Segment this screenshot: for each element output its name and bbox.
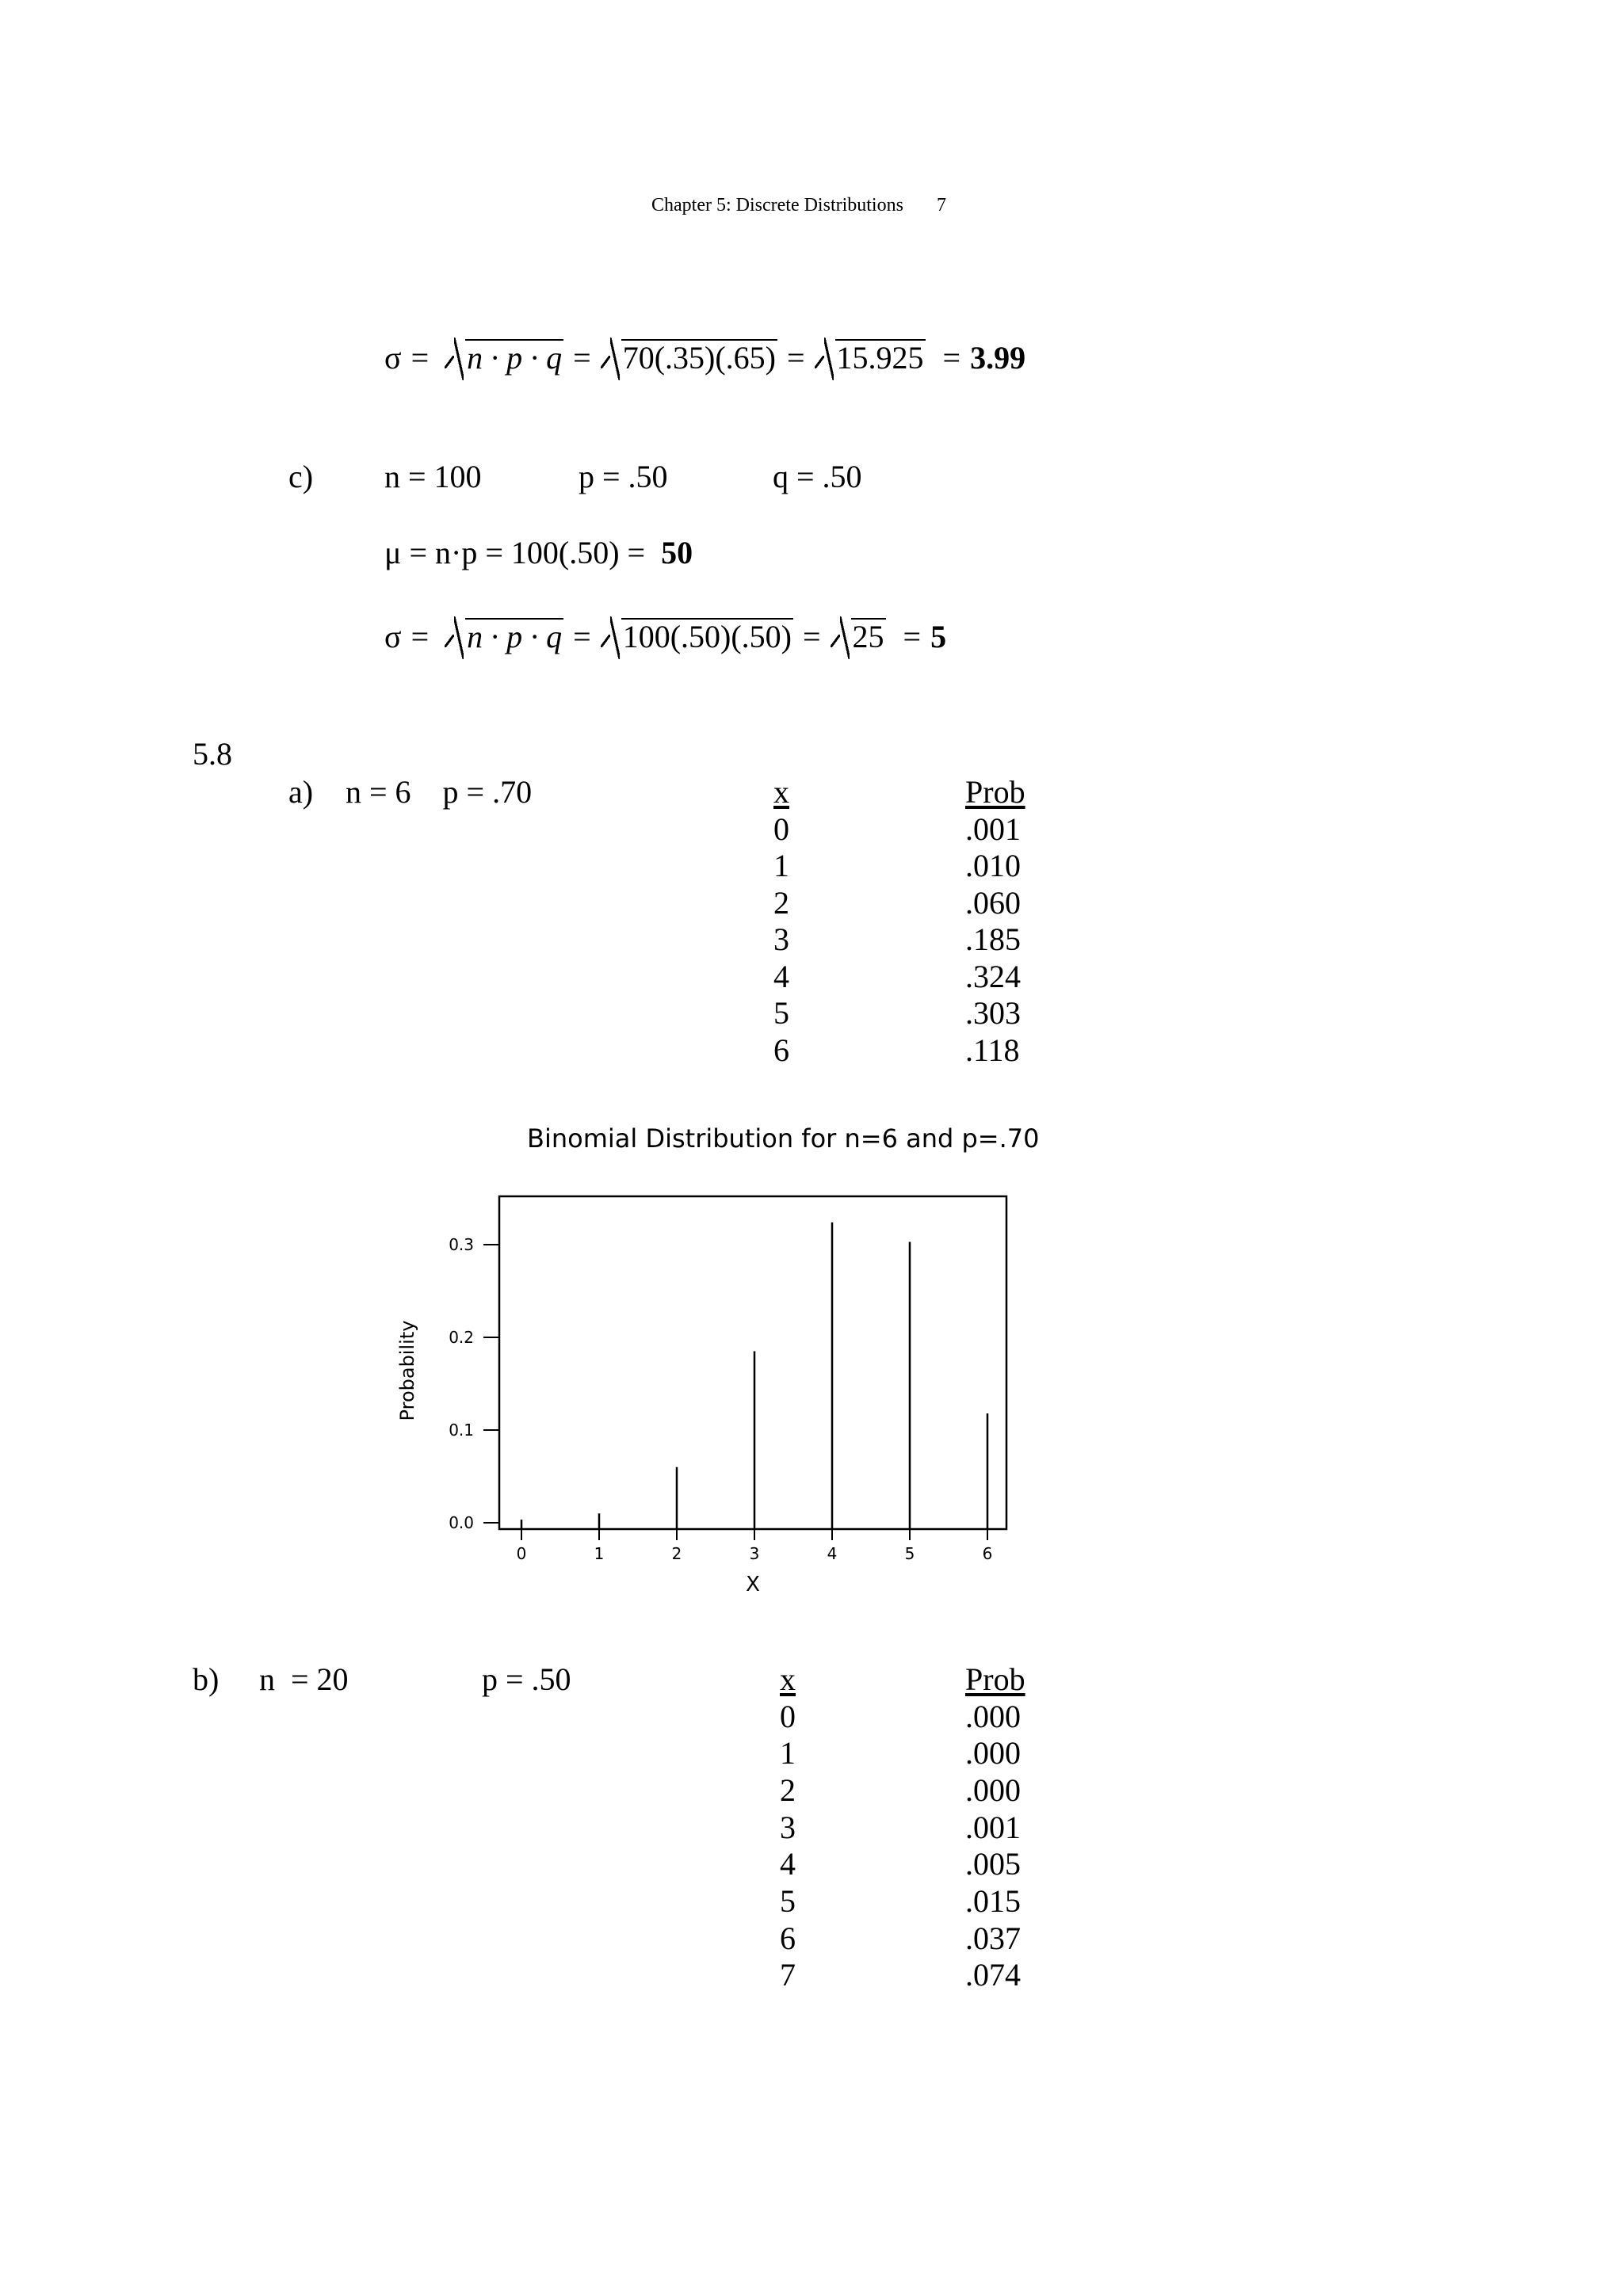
- x-tick-label: 6: [982, 1544, 993, 1563]
- table-header-prob: Prob: [965, 774, 1025, 810]
- equals-sign: =: [903, 619, 922, 654]
- part-c-label: c): [288, 459, 314, 494]
- equals-sign: =: [802, 619, 821, 654]
- sigma-result: 5: [930, 619, 947, 654]
- x-tick-label: 2: [671, 1544, 682, 1563]
- table-cell-prob: .000: [965, 1772, 1021, 1808]
- y-axis-label: Probability: [396, 1320, 418, 1421]
- table-cell-prob: .005: [965, 1846, 1021, 1882]
- y-tick-label: 0.2: [449, 1328, 474, 1347]
- sigma-symbol: σ: [384, 340, 402, 376]
- x-tick-label: 1: [594, 1544, 605, 1563]
- table-cell-prob: .303: [965, 995, 1021, 1031]
- sigma-equation-b: [384, 339, 1025, 374]
- part-b-n: n = 20: [259, 1661, 349, 1697]
- binomial-chart: [388, 1180, 1022, 1608]
- table-header-x: x: [780, 1661, 796, 1697]
- table-cell-x: 2: [780, 1772, 796, 1808]
- part-c-p: p = .50: [579, 459, 668, 494]
- table-cell-prob: .185: [965, 921, 1021, 957]
- problem-number: 5.8: [193, 736, 232, 772]
- table-cell-x: 6: [780, 1920, 796, 1956]
- equals-sign: =: [786, 340, 805, 376]
- radical-values: 70(.35)(.65): [601, 339, 777, 374]
- equals-sign: =: [942, 340, 961, 376]
- table-cell-x: 5: [773, 995, 789, 1031]
- table-cell-x: 3: [773, 921, 789, 957]
- equals-sign: =: [573, 340, 591, 376]
- page-number: 7: [936, 195, 946, 215]
- y-tick-label: 0.0: [449, 1513, 474, 1532]
- running-header: [651, 195, 946, 216]
- table-cell-x: 4: [780, 1846, 796, 1882]
- plot-layer: [449, 1196, 1006, 1563]
- table-cell-x: 5: [780, 1883, 796, 1919]
- y-tick-label: 0.3: [449, 1235, 474, 1254]
- sigma-equation-c: [384, 618, 946, 653]
- mu-equation: [384, 537, 693, 569]
- x-tick-label: 0: [516, 1544, 527, 1563]
- sigma-symbol: σ: [384, 619, 402, 654]
- table-cell-x: 4: [773, 959, 789, 994]
- table-cell-prob: .001: [965, 811, 1021, 847]
- table-cell-prob: .074: [965, 1957, 1021, 1993]
- part-c-n: n = 100: [384, 459, 482, 494]
- table-header-x: x: [773, 774, 789, 810]
- x-axis-label: X: [746, 1573, 760, 1596]
- table-cell-prob: .015: [965, 1883, 1021, 1919]
- x-tick-label: 5: [904, 1544, 915, 1563]
- table-cell-prob: .000: [965, 1735, 1021, 1771]
- header-title: Chapter 5: Discrete Distributions: [651, 195, 903, 215]
- table-cell-prob: .324: [965, 959, 1021, 994]
- part-a-params: n = 6 p = .70: [346, 774, 533, 810]
- table-cell-x: 6: [773, 1032, 789, 1068]
- mu-result: 50: [661, 535, 693, 570]
- x-tick-label: 4: [827, 1544, 838, 1563]
- part-b-p: p = .50: [482, 1661, 571, 1697]
- radical-variance: 25: [831, 618, 886, 653]
- table-cell-x: 2: [773, 885, 789, 921]
- table-cell-x: 1: [773, 848, 789, 883]
- table-cell-x: 7: [780, 1957, 796, 1993]
- table-cell-prob: .010: [965, 848, 1021, 883]
- radical-npq: n · p · q: [445, 618, 563, 653]
- equals-sign: =: [411, 340, 430, 376]
- table-cell-x: 0: [773, 811, 789, 847]
- x-tick-label: 3: [749, 1544, 760, 1563]
- table-cell-prob: .001: [965, 1810, 1021, 1845]
- table-cell-x: 0: [780, 1699, 796, 1734]
- equals-sign: =: [573, 619, 591, 654]
- table-header-prob: Prob: [965, 1661, 1025, 1697]
- y-tick-label: 0.1: [449, 1421, 474, 1440]
- chart-title: Binomial Distribution for n=6 and p=.70: [527, 1123, 1040, 1154]
- table-cell-x: 3: [780, 1810, 796, 1845]
- table-cell-prob: .000: [965, 1699, 1021, 1734]
- table-cell-prob: .060: [965, 885, 1021, 921]
- equals-sign: =: [411, 619, 430, 654]
- part-a-label: a): [288, 774, 314, 810]
- part-c-q: q = .50: [773, 459, 862, 494]
- radical-values: 100(.50)(.50): [601, 618, 793, 653]
- radical-variance: 15.925: [815, 339, 926, 374]
- sigma-result: 3.99: [970, 340, 1026, 376]
- table-cell-x: 1: [780, 1735, 796, 1771]
- plot-frame: [499, 1196, 1006, 1529]
- part-b-label: b): [193, 1661, 220, 1697]
- table-cell-prob: .118: [965, 1032, 1020, 1068]
- radical-npq: n · p · q: [445, 339, 563, 374]
- table-cell-prob: .037: [965, 1920, 1021, 1956]
- mu-expression: μ = n·p = 100(.50) =: [384, 535, 646, 570]
